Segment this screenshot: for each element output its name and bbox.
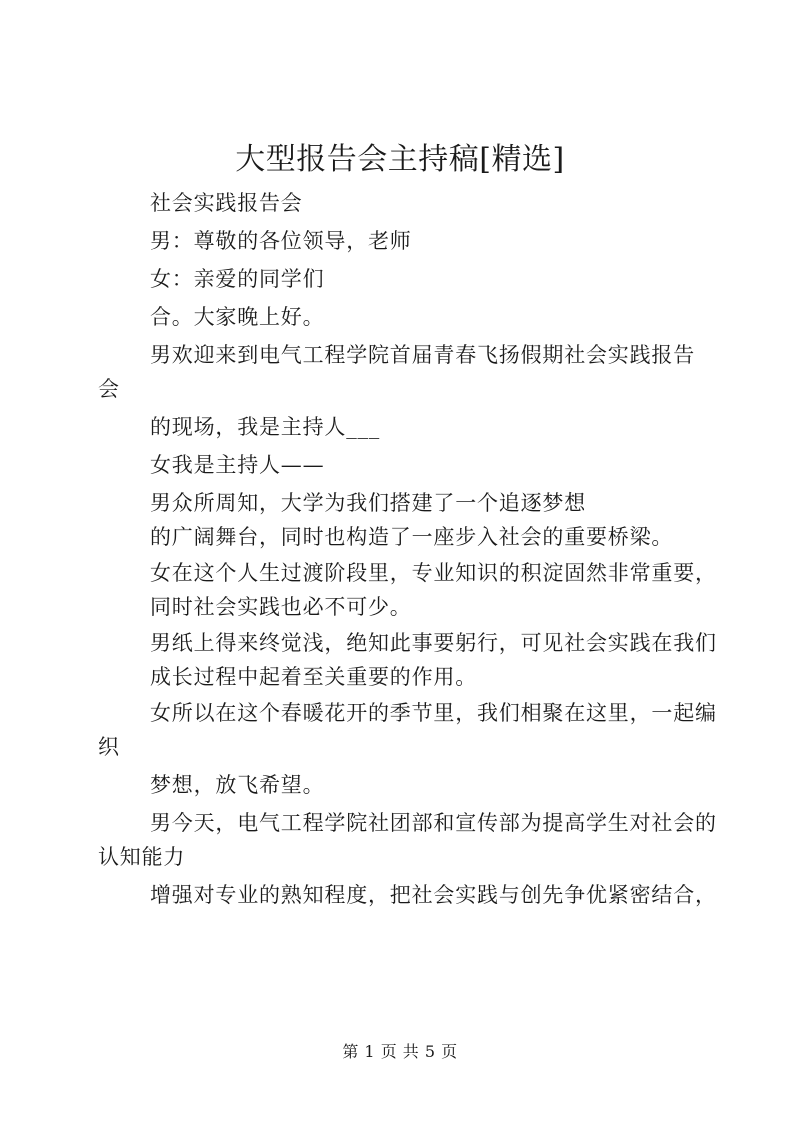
paragraph-line: 的现场，我是主持人___ (150, 415, 381, 439)
paragraph-line: 织 (98, 735, 120, 759)
paragraph-line: 男欢迎来到电气工程学院首届青春飞扬假期社会实践报告 (150, 343, 695, 367)
paragraph-line: 女：亲爱的同学们 (150, 267, 325, 291)
paragraph-line: 增强对专业的熟知程度，把社会实践与创先争优紧密结合， (150, 883, 717, 907)
paragraph-line: 男纸上得来终觉浅，绝知此事要躬行，可见社会实践在我们 (150, 631, 717, 655)
page-footer: 第 1 页 共 5 页 (342, 1042, 458, 1061)
paragraph-line: 社会实践报告会 (150, 191, 303, 215)
paragraph-line: 同时社会实践也必不可少。 (150, 595, 412, 619)
paragraph-line: 成长过程中起着至关重要的作用。 (150, 665, 477, 689)
paragraph-line: 男众所周知，大学为我们搭建了一个追逐梦想 (150, 491, 586, 515)
paragraph-line: 的广阔舞台，同时也构造了一座步入社会的重要桥梁。 (150, 525, 674, 549)
paragraph-line: 男：尊敬的各位领导，老师 (150, 229, 412, 253)
paragraph-line: 认知能力 (98, 845, 186, 869)
document-body (98, 186, 720, 912)
paragraph-line: 女所以在这个春暖花开的季节里，我们相聚在这里，一起编 (150, 701, 717, 725)
paragraph-line: 女我是主持人—— (150, 453, 325, 477)
paragraph-line: 男今天，电气工程学院社团部和宣传部为提高学生对社会的 (150, 811, 717, 835)
paragraph-line: 梦想，放飞希望。 (150, 773, 325, 797)
paragraph-line: 会 (98, 377, 120, 401)
document-title: 大型报告会主持稿[精选] (235, 142, 565, 177)
paragraph-line: 女在这个人生过渡阶段里，专业知识的积淀固然非常重要， (150, 561, 717, 585)
paragraph-line: 合。大家晚上好。 (150, 305, 325, 329)
